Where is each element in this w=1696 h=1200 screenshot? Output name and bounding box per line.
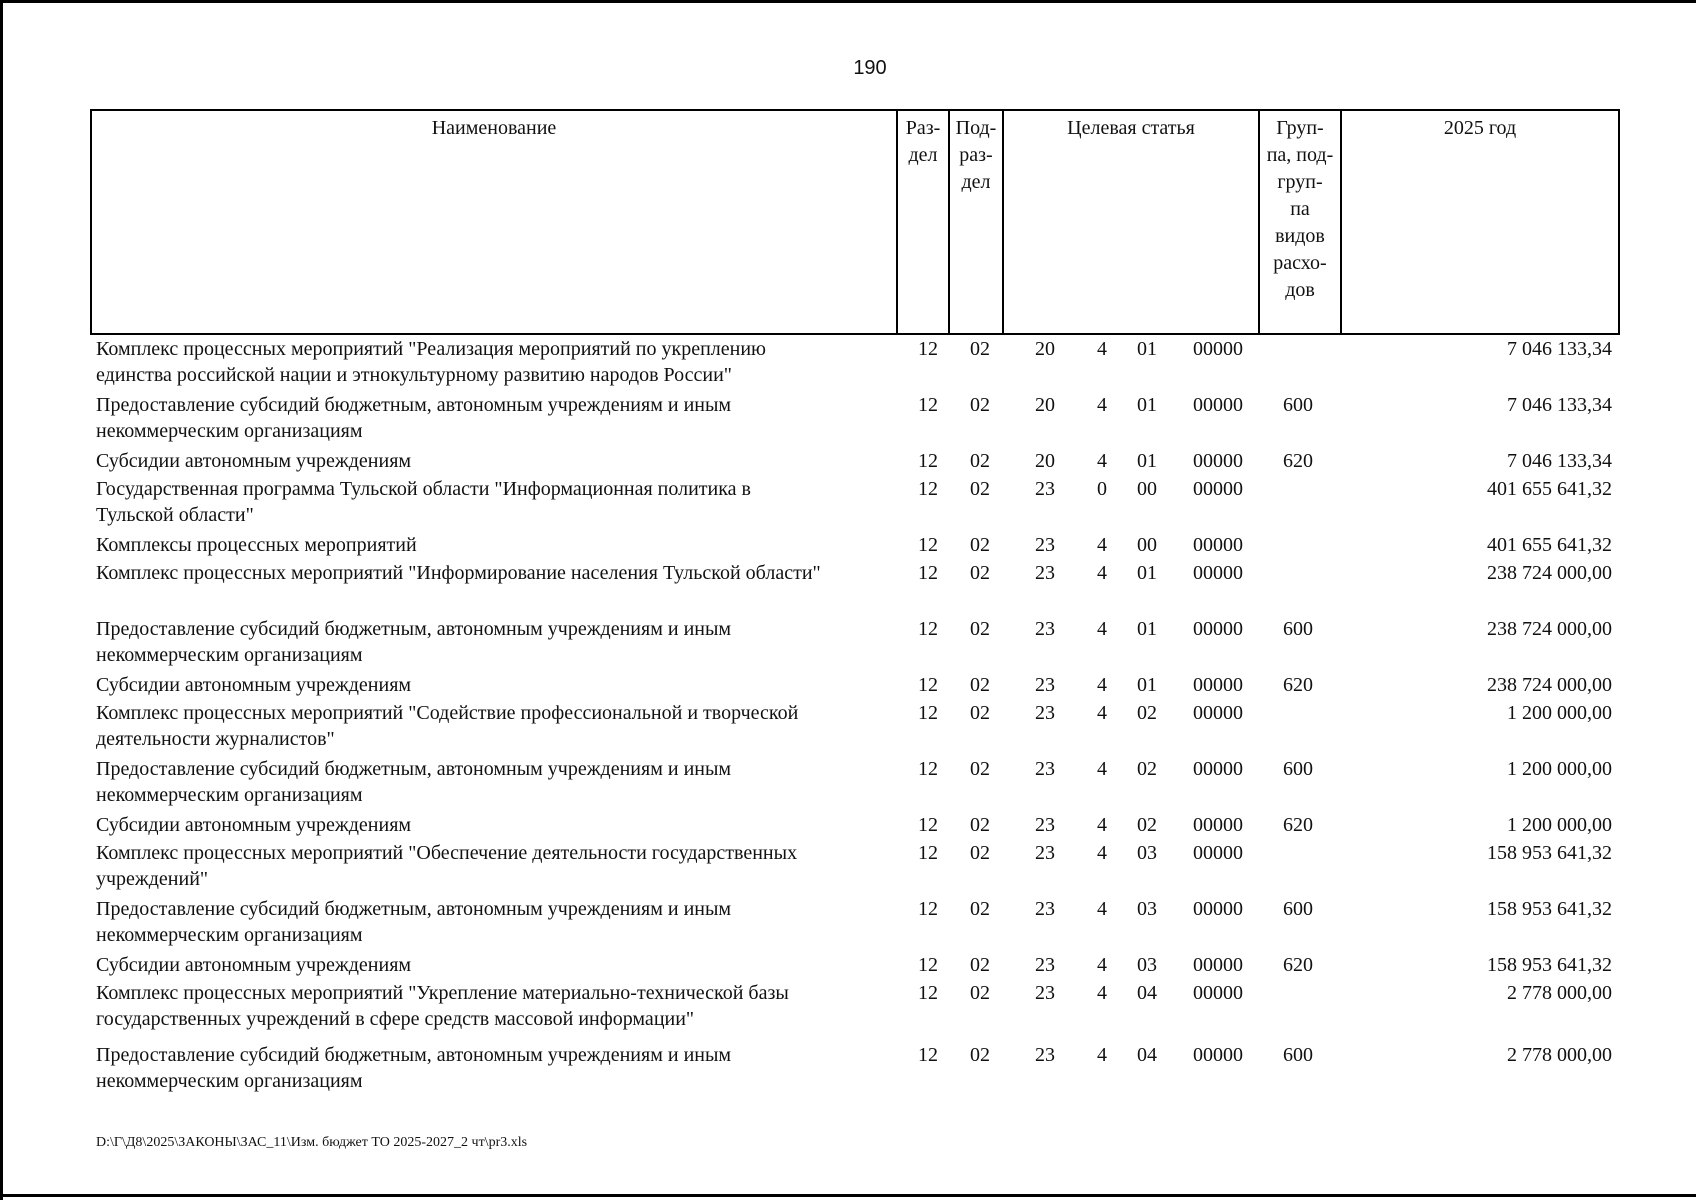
row-target-type: 4 (1097, 758, 1107, 780)
row-name-line: Комплекс процессных мероприятий "Реализация мероприятий по укреплению (96, 338, 766, 360)
table-header (90, 109, 1620, 335)
row-amount: 1 200 000,00 (1507, 702, 1612, 724)
row-target-direction: 00000 (1193, 758, 1243, 780)
row-target-direction: 00000 (1193, 702, 1243, 724)
row-name (96, 700, 896, 752)
row-target-subprogram: 01 (1137, 394, 1157, 416)
row-target-subprogram: 03 (1137, 898, 1157, 920)
row-podrazdel: 02 (970, 954, 990, 976)
row-name-line: Предоставление субсидий бюджетным, автономным учреждениям и иным (96, 618, 732, 640)
row-name-line: некоммерческим организациям (96, 420, 363, 442)
row-podrazdel: 02 (970, 898, 990, 920)
row-name-line: Субсидии автономным учреждениям (96, 814, 412, 836)
header-podrazdel-line: Под- (955, 117, 997, 139)
row-target-subprogram: 03 (1137, 954, 1157, 976)
row-expense-type: 600 (1283, 1044, 1313, 1066)
row-name-line: Субсидии автономным учреждениям (96, 954, 412, 976)
row-expense-type: 600 (1283, 394, 1313, 416)
row-target-type: 0 (1097, 478, 1107, 500)
row-name-line: Комплексы процессных мероприятий (96, 534, 417, 556)
row-target-type: 4 (1097, 702, 1107, 724)
row-target-type: 4 (1097, 338, 1107, 360)
row-expense-type: 600 (1283, 898, 1313, 920)
row-name-line: Комплекс процессных мероприятий "Укрепление материально-технической базы (96, 982, 789, 1004)
row-target-program: 23 (1035, 982, 1055, 1004)
row-name-line: Субсидии автономным учреждениям (96, 450, 412, 472)
row-name (96, 1042, 896, 1094)
row-podrazdel: 02 (970, 562, 990, 584)
row-target-program: 23 (1035, 702, 1055, 724)
row-target-program: 20 (1035, 450, 1055, 472)
row-podrazdel: 02 (970, 702, 990, 724)
row-name (96, 392, 896, 444)
row-podrazdel: 02 (970, 814, 990, 836)
row-target-direction: 00000 (1193, 394, 1243, 416)
row-target-type: 4 (1097, 618, 1107, 640)
row-name-line: Предоставление субсидий бюджетным, автономным учреждениям и иным (96, 394, 732, 416)
header-vid-line: дов (1285, 279, 1315, 301)
row-target-direction: 00000 (1193, 814, 1243, 836)
row-podrazdel: 02 (970, 674, 990, 696)
row-podrazdel: 02 (970, 618, 990, 640)
row-razdel: 12 (918, 842, 938, 864)
header-vid-line: Груп- (1276, 117, 1324, 139)
row-amount: 7 046 133,34 (1507, 338, 1612, 360)
header-vid-line: па (1290, 198, 1310, 220)
row-target-direction: 00000 (1193, 478, 1243, 500)
row-razdel: 12 (918, 1044, 938, 1066)
row-amount: 401 655 641,32 (1487, 478, 1612, 500)
row-target-type: 4 (1097, 814, 1107, 836)
row-name-line: Комплекс процессных мероприятий "Обеспечение деятельности государственных (96, 842, 798, 864)
row-podrazdel: 02 (970, 450, 990, 472)
row-target-direction: 00000 (1193, 562, 1243, 584)
row-name-line: государственных учреждений в сфере средств массовой информации" (96, 1008, 695, 1030)
header-razdel (898, 115, 948, 169)
row-name-line: Тульской области" (96, 504, 254, 526)
page-number: 190 (853, 57, 887, 79)
row-amount: 158 953 641,32 (1487, 842, 1612, 864)
row-target-program: 23 (1035, 898, 1055, 920)
row-target-subprogram: 03 (1137, 842, 1157, 864)
row-name-line: некоммерческим организациям (96, 784, 363, 806)
row-target-type: 4 (1097, 842, 1107, 864)
row-expense-type: 620 (1283, 814, 1313, 836)
row-razdel: 12 (918, 450, 938, 472)
row-amount: 2 778 000,00 (1507, 982, 1612, 1004)
header-divider (1002, 111, 1004, 333)
row-name (96, 476, 896, 528)
row-podrazdel: 02 (970, 394, 990, 416)
row-target-subprogram: 00 (1137, 534, 1157, 556)
row-target-direction: 00000 (1193, 534, 1243, 556)
row-name-line: некоммерческим организациям (96, 1070, 363, 1092)
row-name (96, 672, 896, 698)
scan-edge-left (0, 0, 3, 1200)
row-name-line: Предоставление субсидий бюджетным, автономным учреждениям и иным (96, 1044, 732, 1066)
row-amount: 238 724 000,00 (1487, 562, 1612, 584)
row-target-type: 4 (1097, 534, 1107, 556)
row-name-line: Комплекс процессных мероприятий "Содействие профессиональной и творческой (96, 702, 799, 724)
row-target-direction: 00000 (1193, 1044, 1243, 1066)
scan-edge-bottom (0, 1194, 1696, 1197)
header-vid (1260, 115, 1340, 304)
row-target-program: 23 (1035, 842, 1055, 864)
row-amount: 401 655 641,32 (1487, 534, 1612, 556)
row-name (96, 756, 896, 808)
row-target-subprogram: 02 (1137, 814, 1157, 836)
row-target-subprogram: 01 (1137, 618, 1157, 640)
row-target-program: 23 (1035, 478, 1055, 500)
row-amount: 7 046 133,34 (1507, 394, 1612, 416)
row-target-direction: 00000 (1193, 450, 1243, 472)
row-podrazdel: 02 (970, 1044, 990, 1066)
row-target-subprogram: 04 (1137, 982, 1157, 1004)
row-razdel: 12 (918, 814, 938, 836)
row-target-subprogram: 01 (1137, 562, 1157, 584)
row-amount: 7 046 133,34 (1507, 450, 1612, 472)
row-target-direction: 00000 (1193, 954, 1243, 976)
row-expense-type: 620 (1283, 674, 1313, 696)
row-name-line: некоммерческим организациям (96, 644, 363, 666)
row-target-direction: 00000 (1193, 674, 1243, 696)
row-name (96, 812, 896, 838)
header-divider (1340, 111, 1342, 333)
row-target-direction: 00000 (1193, 842, 1243, 864)
row-target-type: 4 (1097, 1044, 1107, 1066)
row-podrazdel: 02 (970, 478, 990, 500)
row-name-line: деятельности журналистов" (96, 728, 335, 750)
header-vid-line: расхо- (1273, 252, 1327, 274)
row-razdel: 12 (918, 898, 938, 920)
row-expense-type: 600 (1283, 618, 1313, 640)
row-name (96, 952, 896, 978)
row-target-subprogram: 01 (1137, 674, 1157, 696)
row-name (96, 980, 896, 1032)
row-podrazdel: 02 (970, 758, 990, 780)
row-name (96, 840, 896, 892)
row-target-type: 4 (1097, 898, 1107, 920)
row-target-program: 23 (1035, 674, 1055, 696)
row-name-line: Государственная программа Тульской области "Информационная политика в (96, 478, 751, 500)
row-target-type: 4 (1097, 562, 1107, 584)
row-razdel: 12 (918, 562, 938, 584)
row-expense-type: 600 (1283, 758, 1313, 780)
row-name-line: Субсидии автономным учреждениям (96, 674, 412, 696)
row-amount: 1 200 000,00 (1507, 758, 1612, 780)
row-target-subprogram: 01 (1137, 338, 1157, 360)
row-target-subprogram: 02 (1137, 758, 1157, 780)
row-target-subprogram: 04 (1137, 1044, 1157, 1066)
row-name-line: учреждений" (96, 868, 209, 890)
row-name-line: Комплекс процессных мероприятий "Информирование населения Тульской области" (96, 562, 821, 584)
row-name-line: некоммерческим организациям (96, 924, 363, 946)
header-vid-line: видов (1275, 225, 1325, 247)
row-podrazdel: 02 (970, 982, 990, 1004)
row-target-type: 4 (1097, 982, 1107, 1004)
row-razdel: 12 (918, 674, 938, 696)
row-razdel: 12 (918, 702, 938, 724)
row-target-program: 20 (1035, 338, 1055, 360)
row-name (96, 616, 896, 668)
row-razdel: 12 (918, 478, 938, 500)
row-target-direction: 00000 (1193, 898, 1243, 920)
header-vid-line: груп- (1277, 171, 1323, 193)
row-target-program: 23 (1035, 954, 1055, 976)
row-target-type: 4 (1097, 450, 1107, 472)
row-target-program: 23 (1035, 534, 1055, 556)
row-razdel: 12 (918, 954, 938, 976)
header-razdel-line: дел (908, 144, 938, 166)
row-amount: 2 778 000,00 (1507, 1044, 1612, 1066)
row-razdel: 12 (918, 534, 938, 556)
row-amount: 158 953 641,32 (1487, 898, 1612, 920)
header-podrazdel-line: раз- (959, 144, 993, 166)
header-podrazdel-line: дел (961, 171, 991, 193)
row-amount: 238 724 000,00 (1487, 674, 1612, 696)
header-year: 2025 год (1443, 117, 1517, 139)
header-target: Целевая статья (1067, 117, 1195, 139)
header-vid-line: па, под- (1266, 144, 1334, 166)
row-name (96, 532, 896, 558)
row-name (96, 896, 896, 948)
row-name-line: Предоставление субсидий бюджетным, автономным учреждениям и иным (96, 758, 732, 780)
row-target-type: 4 (1097, 674, 1107, 696)
row-expense-type: 620 (1283, 450, 1313, 472)
row-podrazdel: 02 (970, 842, 990, 864)
row-target-direction: 00000 (1193, 338, 1243, 360)
row-podrazdel: 02 (970, 534, 990, 556)
row-name (96, 560, 896, 586)
row-target-program: 23 (1035, 814, 1055, 836)
row-razdel: 12 (918, 338, 938, 360)
header-podrazdel (950, 115, 1002, 196)
row-razdel: 12 (918, 618, 938, 640)
row-target-program: 23 (1035, 1044, 1055, 1066)
row-expense-type: 620 (1283, 954, 1313, 976)
row-name-line: единства российской нации и этнокультурному развитию народов России" (96, 364, 732, 386)
row-razdel: 12 (918, 758, 938, 780)
row-target-type: 4 (1097, 954, 1107, 976)
header-name: Наименование (431, 117, 557, 139)
row-target-subprogram: 01 (1137, 450, 1157, 472)
header-razdel-line: Раз- (905, 117, 941, 139)
row-target-type: 4 (1097, 394, 1107, 416)
row-target-subprogram: 02 (1137, 702, 1157, 724)
row-amount: 158 953 641,32 (1487, 954, 1612, 976)
row-target-direction: 00000 (1193, 982, 1243, 1004)
scan-edge-top (0, 0, 1696, 3)
row-name (96, 336, 896, 388)
row-podrazdel: 02 (970, 338, 990, 360)
file-path-footer: D:\Г\Д8\2025\ЗАКОНЫ\ЗАС_11\Изм. бюджет ТО 2025-2027_2 чт\pr3.xls (96, 1135, 528, 1150)
row-target-program: 20 (1035, 394, 1055, 416)
row-amount: 238 724 000,00 (1487, 618, 1612, 640)
row-razdel: 12 (918, 982, 938, 1004)
row-target-direction: 00000 (1193, 618, 1243, 640)
row-target-program: 23 (1035, 562, 1055, 584)
row-target-program: 23 (1035, 618, 1055, 640)
row-name (96, 448, 896, 474)
row-name-line: Предоставление субсидий бюджетным, автономным учреждениям и иным (96, 898, 732, 920)
row-target-subprogram: 00 (1137, 478, 1157, 500)
row-target-program: 23 (1035, 758, 1055, 780)
row-amount: 1 200 000,00 (1507, 814, 1612, 836)
row-razdel: 12 (918, 394, 938, 416)
